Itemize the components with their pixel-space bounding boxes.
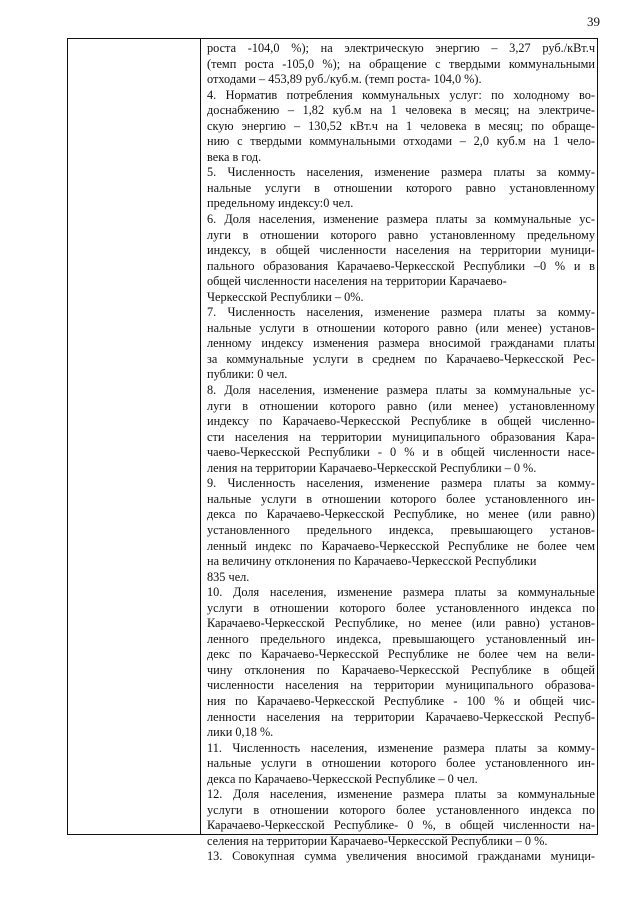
text-line: ленному индексу изменения размера вносимой гражданами платы	[207, 336, 595, 351]
text-line: 11. Численность населения, изменение размера платы за комму-	[207, 740, 595, 755]
text-line: ления на территории Карачаево-Черкесской Республики – 0 %.	[207, 460, 537, 475]
text-line: луги в отношении которого равно (или менее) установленному	[207, 398, 595, 413]
text-line: роста -104,0 %); на электрическую энергию – 3,27 руб./кВт.ч	[207, 41, 595, 55]
text-line: (темп роста -105,0 %); на обращение с твердыми коммунальными	[207, 56, 595, 71]
text-line: отходами – 453,89 руб./куб.м. (темп роста- 104,0 %).	[207, 72, 482, 87]
text-line: пального образования Карачаево-Черкесской Республики –0 % и в	[207, 258, 595, 273]
text-line: 6. Доля населения, изменение размера платы за коммунальные ус-	[207, 212, 595, 227]
text-line: 7. Численность населения, изменение размера платы за комму-	[207, 305, 595, 320]
text-line: ленный индекс по Карачаево-Черкесской Республике не более чем	[207, 538, 595, 553]
text-line: общей численности населения на территории Карачаево-	[207, 274, 507, 289]
text-line: за коммунальные услуги в среднем по Карачаево-Черкесской Рес-	[207, 351, 595, 366]
text-line: луги в отношении которого равно установленному предельному	[207, 227, 595, 242]
text-line: лики 0,18 %.	[207, 725, 274, 740]
text-line: 4. Норматив потребления коммунальных услуг: по холодному во-	[207, 87, 595, 102]
text-line: нальные услуги в отношении которого более установленного ин-	[207, 491, 595, 506]
text-line: предельному индексу:0 чел.	[207, 196, 354, 211]
text-line: 8. Доля населения, изменение размера платы за коммунальные ус-	[207, 383, 595, 398]
text-line: нальные услуги в отношении которого более установленного ин-	[207, 756, 595, 771]
text-line: установленного предельного индекса, превышающего установ-	[207, 522, 595, 537]
text-line: услуги в отношении которого более установленного индекса по	[207, 802, 595, 817]
text-line: индексу по Карачаево-Черкесской Республике в общей численно-	[207, 414, 595, 429]
text-line: 12. Доля населения, изменение размера платы за коммунальные	[207, 787, 595, 802]
text-line: ленного предельного индекса, превышающего установленный ин-	[207, 631, 595, 646]
text-line: Черкесской Республики – 0%.	[207, 289, 364, 304]
text-line: ния по Карачаево-Черкесской Республике - 100 % и общей чис-	[207, 693, 595, 708]
page-number: 39	[587, 14, 600, 29]
text-line: декса по Карачаево-Черкесской Республике, но менее (или равно)	[207, 507, 595, 522]
text-line: сти населения на территории муниципального образования Кара-	[207, 429, 595, 444]
table-right-column	[207, 41, 595, 865]
text-line: доснабжению – 1,82 куб.м на 1 человека в месяц; на электриче-	[207, 103, 595, 118]
text-line: 13. Совокупная сумма увеличения вносимой гражданами муници-	[207, 849, 595, 864]
text-line: чаево-Черкесской Республики - 0 % и в общей численности насе-	[207, 445, 595, 460]
text-line: Карачаево-Черкесской Республике- 0 %, в общей численности на-	[207, 818, 595, 833]
text-line: декса по Карачаево-Черкесской Республике – 0 чел.	[207, 771, 478, 786]
text-line: селения на территории Карачаево-Черкесской Республики – 0 %.	[207, 833, 548, 848]
text-line: индексу, в общей численности населения на территории муници-	[207, 243, 595, 258]
text-line: 5. Численность населения, изменение размера платы за комму-	[207, 165, 595, 180]
text-line: нальные услуги в отношении которого равно установленному	[207, 180, 595, 195]
text-line: века в год.	[207, 149, 262, 164]
text-line: численности населения на территории муниципального образова-	[207, 678, 595, 693]
text-line: ленности населения на территории Карачаево-Черкесской Респуб-	[207, 709, 595, 724]
text-line: 10. Доля населения, изменение размера платы за коммунальные	[207, 585, 595, 600]
text-line: скую энергию – 130,52 кВт.ч на 1 человека в месяц; по обраще-	[207, 118, 595, 133]
text-line: декс по Карачаево-Черкесской Республике не более чем на вели-	[207, 647, 595, 662]
text-line: 9. Численность населения, изменение размера платы за комму-	[207, 476, 595, 491]
text-line: на величину отклонения по Карачаево-Черкесской Республики	[207, 554, 537, 569]
text-line: чину отклонения по Карачаево-Черкесской Республике в общей	[207, 662, 595, 677]
text-line: 835 чел.	[207, 569, 250, 584]
table-left-column	[68, 39, 201, 834]
document-table	[67, 38, 598, 864]
text-line: публики: 0 чел.	[207, 367, 288, 382]
text-line: услуги в отношении которого более установленного индекса по	[207, 600, 595, 615]
text-line: нию с твердыми коммунальными отходами – 2,0 куб.м на 1 чело-	[207, 134, 595, 149]
text-line: нальные услуги в отношении которого равно (или менее) установ-	[207, 320, 595, 335]
text-line: Карачаево-Черкесской Республике, но менее (или равно) установ-	[207, 616, 595, 631]
